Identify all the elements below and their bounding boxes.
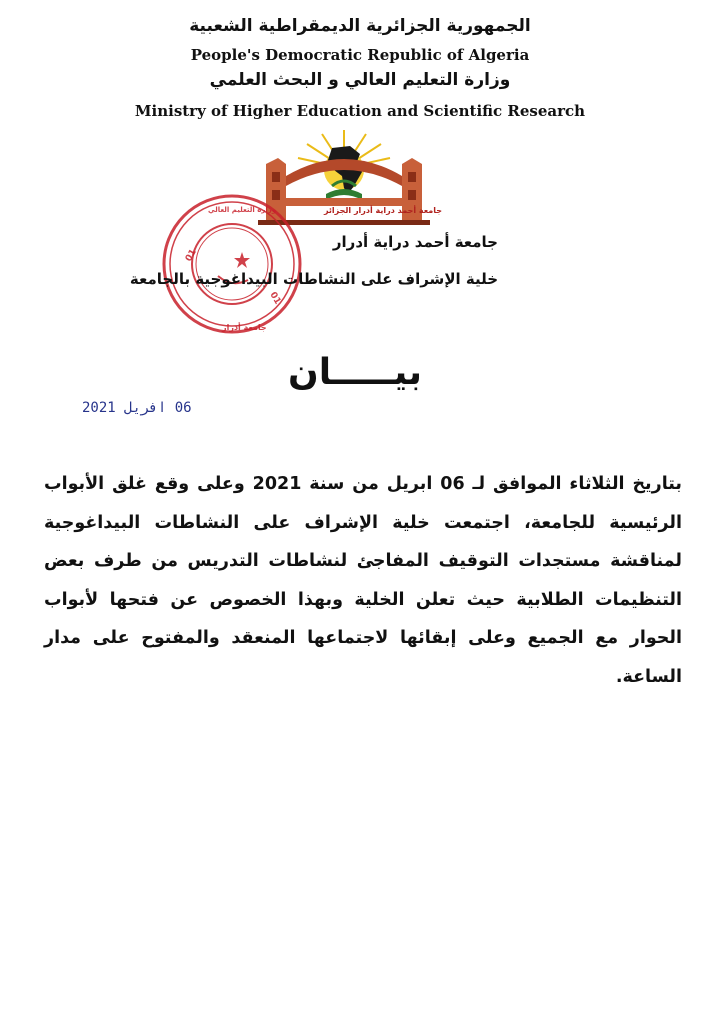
ministry-name-english: Ministry of Higher Education and Scientific Research (134, 102, 586, 120)
official-stamp (158, 190, 306, 338)
university-name: جامعة أحمد دراية أدرار (332, 233, 498, 251)
republic-name-english: People's Democratic Republic of Algeria (190, 46, 530, 64)
svg-text:01: 01 (267, 290, 283, 307)
ministry-name-arabic: وزارة التعليم العالي و البحث العلمي (209, 70, 511, 90)
svg-text:جامعة أدرار: جامعة أدرار (222, 323, 267, 332)
logo-caption: جامعة أحمد دراية أدرار الجزائر (323, 206, 442, 215)
svg-text:وزارة التعليم العالي: وزارة التعليم العالي (208, 206, 277, 214)
statement-body: بتاريخ الثلاثاء الموافق لـ 06 ابريل من سنة 2021 وعلى وقع غلق الأبواب الرئيسية للجامعة، اجتمعت خلية الإشراف على النشاطات البيداغوجية لمناقشة مستجدات التوقيف المفاجئ لنشاطات التدريس من طرف بعض التنظيمات الطلابية حيث تعلن الخلية وبهذا الخصوص عن فتحها لأبواب الحوار مع الجميع وعلى إبقائها لاجتماعها المنعقد والمفتوح على مدار الساعة. (44, 474, 682, 687)
republic-name-arabic: الجمهورية الجزائرية الديمقراطية الشعبية (189, 16, 531, 36)
date-stamp: 06 افريل 2021 (82, 400, 192, 416)
svg-text:01: 01 (183, 247, 199, 264)
document-title: بيـــــان (288, 352, 422, 393)
issuing-cell-name: خلية الإشراف على النشاطات البيداغوجية بالجامعة (129, 270, 498, 288)
